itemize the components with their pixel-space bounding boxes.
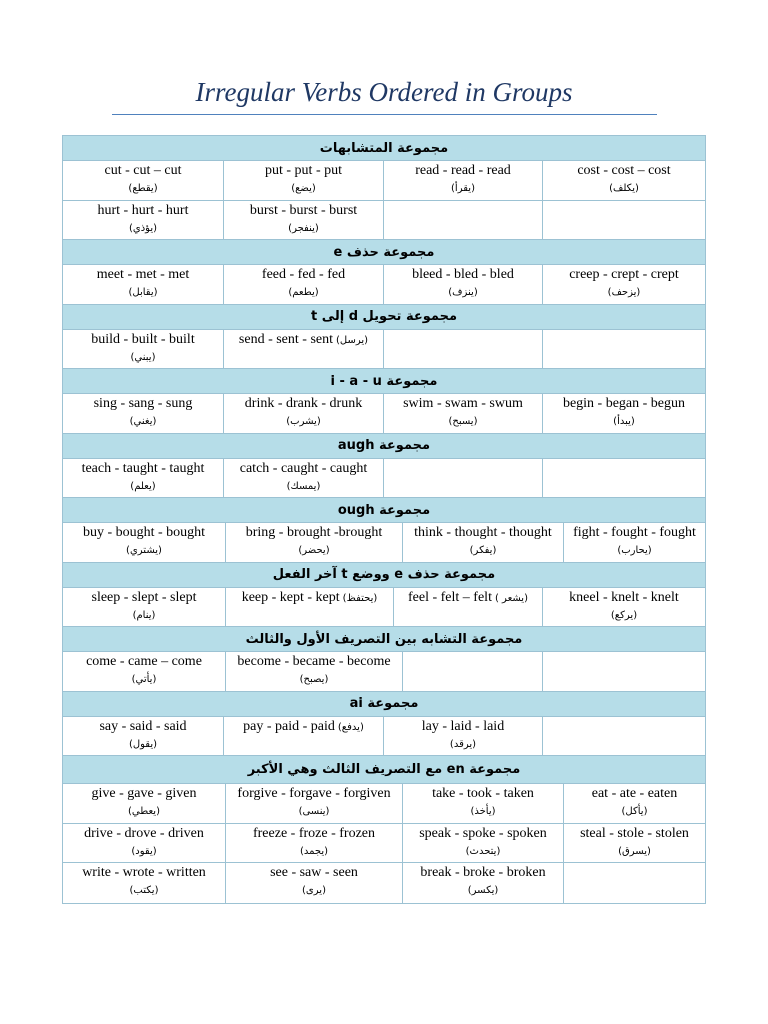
- table-cell: [224, 201, 384, 240]
- verb-forms: read - read - read: [415, 163, 511, 178]
- group-title: مجموعة حذف e ووضع t آخر الفعل: [272, 567, 496, 582]
- table-cell: [63, 824, 226, 863]
- verb-forms: cost - cost – cost: [577, 163, 671, 178]
- verb-forms: hurt - hurt - hurt: [97, 202, 189, 218]
- group-title: مجموعة المتشابهات: [319, 140, 449, 156]
- verb-meaning: (يصبح): [299, 674, 329, 685]
- verb-forms: catch - caught - caught: [239, 460, 368, 476]
- table-cell: [63, 863, 226, 903]
- verb-meaning: (يركع): [610, 609, 638, 621]
- group-title: مجموعة augh: [337, 438, 431, 453]
- table-row: [63, 330, 705, 370]
- verb-meaning: (يؤذي): [128, 222, 158, 234]
- group-header: [63, 434, 705, 459]
- page-title: Irregular Verbs Ordered in Groups: [195, 77, 573, 107]
- table-cell: [63, 652, 226, 691]
- empty-cell: [543, 459, 705, 498]
- verb-meaning: (يقول): [128, 738, 158, 750]
- table-cell: [394, 588, 543, 627]
- verb-forms: lay - laid - laid: [421, 718, 505, 734]
- table-row: [63, 824, 705, 864]
- verb-forms: break - broke - broken: [420, 865, 546, 880]
- table-cell: [403, 824, 564, 863]
- verb-meaning: (يقرأ): [451, 183, 475, 194]
- verb-meaning: (يزحف): [607, 287, 641, 298]
- verb-forms: begin - began - begun: [562, 396, 686, 411]
- group-header: [63, 240, 705, 265]
- verb-forms: come - came – come: [86, 654, 202, 669]
- verb-forms: keep - kept - kept: [241, 589, 340, 605]
- verb-meaning: (يعطي): [128, 806, 160, 817]
- verb-meaning: (ينفجر): [288, 222, 319, 234]
- table-cell: [543, 394, 705, 433]
- group-header: [63, 136, 705, 161]
- table-cell: [63, 161, 224, 200]
- group-header: [63, 369, 705, 394]
- empty-cell: [543, 717, 705, 756]
- empty-cell: [543, 201, 705, 240]
- verb-meaning: (يبني): [130, 351, 156, 363]
- empty-cell: [403, 652, 543, 691]
- verb-forms: sing - sang - sung: [93, 396, 193, 411]
- verbs-table: [62, 135, 706, 904]
- table-row: [63, 588, 705, 628]
- verb-forms: steal - stole - stolen: [580, 825, 689, 841]
- group-title: مجموعة حذف e: [333, 244, 435, 260]
- verb-meaning: (يطعم): [288, 287, 319, 298]
- table-row: [63, 652, 705, 692]
- table-cell: [226, 523, 403, 562]
- group-title: مجموعة en مع التصريف الثالث وهي الأكبر: [247, 762, 521, 777]
- verb-forms: send - sent - sent: [238, 331, 333, 347]
- table-cell: [403, 863, 564, 903]
- verb-forms: think - thought - thought: [414, 525, 552, 540]
- verb-meaning: (يفكر): [469, 545, 497, 556]
- table-row: [63, 863, 705, 903]
- group-title: مجموعة التشابه بين التصريف الأول والثالث: [245, 631, 523, 647]
- verb-forms: meet - met - met: [96, 267, 190, 282]
- empty-cell: [543, 652, 705, 691]
- table-cell: [224, 717, 384, 756]
- empty-cell: [543, 330, 705, 369]
- group-header: [63, 305, 705, 330]
- table-cell: [63, 265, 224, 304]
- table-cell: [226, 784, 403, 823]
- verb-meaning: (يقطع): [128, 183, 158, 194]
- verb-meaning: (يكسر): [467, 885, 499, 896]
- verb-meaning: (يأتي): [131, 674, 157, 685]
- verb-meaning: (يعلم): [130, 480, 156, 492]
- verb-forms-line: [226, 589, 393, 607]
- table-cell: [543, 265, 705, 304]
- table-row: [63, 161, 705, 201]
- verb-forms: bring - brought -brought: [245, 525, 383, 540]
- verb-meaning: (يضع): [291, 183, 316, 194]
- verb-forms: kneel - knelt - knelt: [569, 589, 679, 605]
- verb-meaning: (ينام): [132, 609, 156, 621]
- verb-forms: bleed - bled - bled: [412, 267, 514, 282]
- verb-meaning: (يقود): [131, 845, 157, 857]
- verb-forms: creep - crept - crept: [569, 267, 679, 282]
- verb-meaning: (يأكل): [621, 806, 648, 817]
- verb-forms: become - became - become: [237, 654, 391, 669]
- verb-forms: pay - paid - paid: [243, 718, 335, 734]
- group-title: مجموعة ai: [349, 696, 419, 711]
- group-title: مجموعة تحويل d إلى t: [310, 309, 458, 324]
- table-cell: [403, 784, 564, 823]
- table-cell: [384, 161, 543, 200]
- table-cell: [224, 330, 384, 369]
- table-cell: [543, 588, 705, 627]
- table-cell: [224, 394, 384, 433]
- table-row: [63, 201, 705, 241]
- verb-meaning: (يكلف): [609, 183, 639, 194]
- table-cell: [384, 394, 543, 433]
- verb-meaning: (يدفع): [337, 721, 364, 733]
- table-cell: [224, 265, 384, 304]
- table-cell: [224, 459, 384, 498]
- table-row: [63, 265, 705, 305]
- verb-meaning: (يرى): [302, 885, 326, 896]
- verb-meaning: (يقابل): [128, 287, 158, 298]
- group-title: مجموعة i - a - u: [330, 373, 438, 389]
- table-cell: [63, 784, 226, 823]
- verb-forms-line: [224, 331, 383, 349]
- verb-meaning: (يجمد): [299, 845, 329, 857]
- verb-forms: drive - drove - driven: [84, 825, 204, 841]
- verb-forms: build - built - built: [91, 331, 195, 347]
- verb-forms: give - gave - given: [91, 786, 197, 801]
- verb-forms: forgive - forgave - forgiven: [237, 786, 391, 801]
- verb-meaning: (يحارب): [617, 545, 652, 556]
- title-underline: [112, 114, 657, 115]
- verb-meaning: (يحضر): [298, 545, 330, 556]
- verb-forms: say - said - said: [99, 718, 187, 734]
- verb-meaning: (يشرب): [286, 416, 321, 427]
- verb-meaning: (يرقد): [449, 738, 477, 750]
- table-cell: [384, 265, 543, 304]
- verb-forms: teach - taught - taught: [81, 460, 205, 476]
- verb-meaning: (يسرق): [618, 845, 651, 857]
- verb-forms: freeze - froze - frozen: [252, 825, 375, 841]
- verb-forms: feel - felt – felt: [408, 589, 492, 605]
- verb-forms: speak - spoke - spoken: [419, 825, 547, 841]
- verb-meaning: (يبدأ): [613, 416, 635, 427]
- empty-cell: [384, 459, 543, 498]
- verb-forms: cut - cut – cut: [104, 163, 182, 178]
- group-header: [63, 692, 705, 717]
- group-title: مجموعة ough: [337, 502, 431, 518]
- table-cell: [564, 824, 705, 863]
- table-cell: [224, 161, 384, 200]
- verb-meaning: (يغني): [129, 416, 157, 427]
- table-cell: [63, 588, 226, 627]
- verb-forms-line: [394, 589, 542, 607]
- verb-forms: feed - fed - fed: [261, 267, 346, 282]
- table-row: [63, 459, 705, 499]
- table-cell: [543, 161, 705, 200]
- verb-forms: fight - fought - fought: [573, 525, 696, 540]
- verb-meaning: (ينسى): [298, 806, 330, 817]
- verb-meaning: (يكتب): [129, 885, 159, 896]
- verb-meaning: (يتحدث): [465, 845, 501, 857]
- table-cell: [226, 824, 403, 863]
- table-row: [63, 717, 705, 757]
- table-cell: [226, 863, 403, 903]
- verb-meaning: (ينزف): [448, 287, 478, 298]
- table-cell: [403, 523, 564, 562]
- group-header: [63, 627, 705, 652]
- table-cell: [63, 330, 224, 369]
- verb-meaning: ( يشعر): [494, 592, 528, 604]
- table-cell: [63, 394, 224, 433]
- table-cell: [564, 784, 705, 823]
- table-cell: [564, 523, 705, 562]
- verb-forms: swim - swam - swum: [403, 396, 523, 411]
- verb-forms: buy - bought - bought: [82, 525, 206, 540]
- table-cell: [63, 201, 224, 240]
- table-row: [63, 394, 705, 434]
- verb-meaning: (يشتري): [126, 545, 162, 556]
- verb-meaning: (يمسك): [286, 480, 321, 492]
- table-cell: [226, 588, 394, 627]
- group-header: [63, 756, 705, 784]
- table-cell: [226, 652, 403, 691]
- table-cell: [63, 459, 224, 498]
- verb-forms: put - put - put: [265, 163, 342, 178]
- group-header: [63, 563, 705, 588]
- verb-forms: take - took - taken: [432, 786, 534, 801]
- table-row: [63, 523, 705, 563]
- verb-meaning: (يحتفظ): [342, 592, 378, 604]
- table-cell: [63, 523, 226, 562]
- table-cell: [63, 717, 224, 756]
- verb-forms: write - wrote - written: [82, 865, 206, 880]
- empty-cell: [384, 330, 543, 369]
- verb-meaning: (يسبح): [448, 416, 478, 427]
- group-header: [63, 498, 705, 523]
- verb-meaning: (يرسل): [336, 334, 369, 346]
- verb-meaning: (يأخذ): [470, 806, 496, 817]
- verb-forms: burst - burst - burst: [249, 202, 358, 218]
- verb-forms: sleep - slept - slept: [91, 589, 197, 605]
- table-row: [63, 784, 705, 824]
- empty-cell: [564, 863, 705, 903]
- verb-forms: eat - ate - eaten: [591, 786, 678, 801]
- verb-forms: see - saw - seen: [270, 865, 358, 880]
- empty-cell: [384, 201, 543, 240]
- table-cell: [384, 717, 543, 756]
- verb-forms-line: [224, 718, 383, 736]
- verb-forms: drink - drank - drunk: [244, 396, 363, 411]
